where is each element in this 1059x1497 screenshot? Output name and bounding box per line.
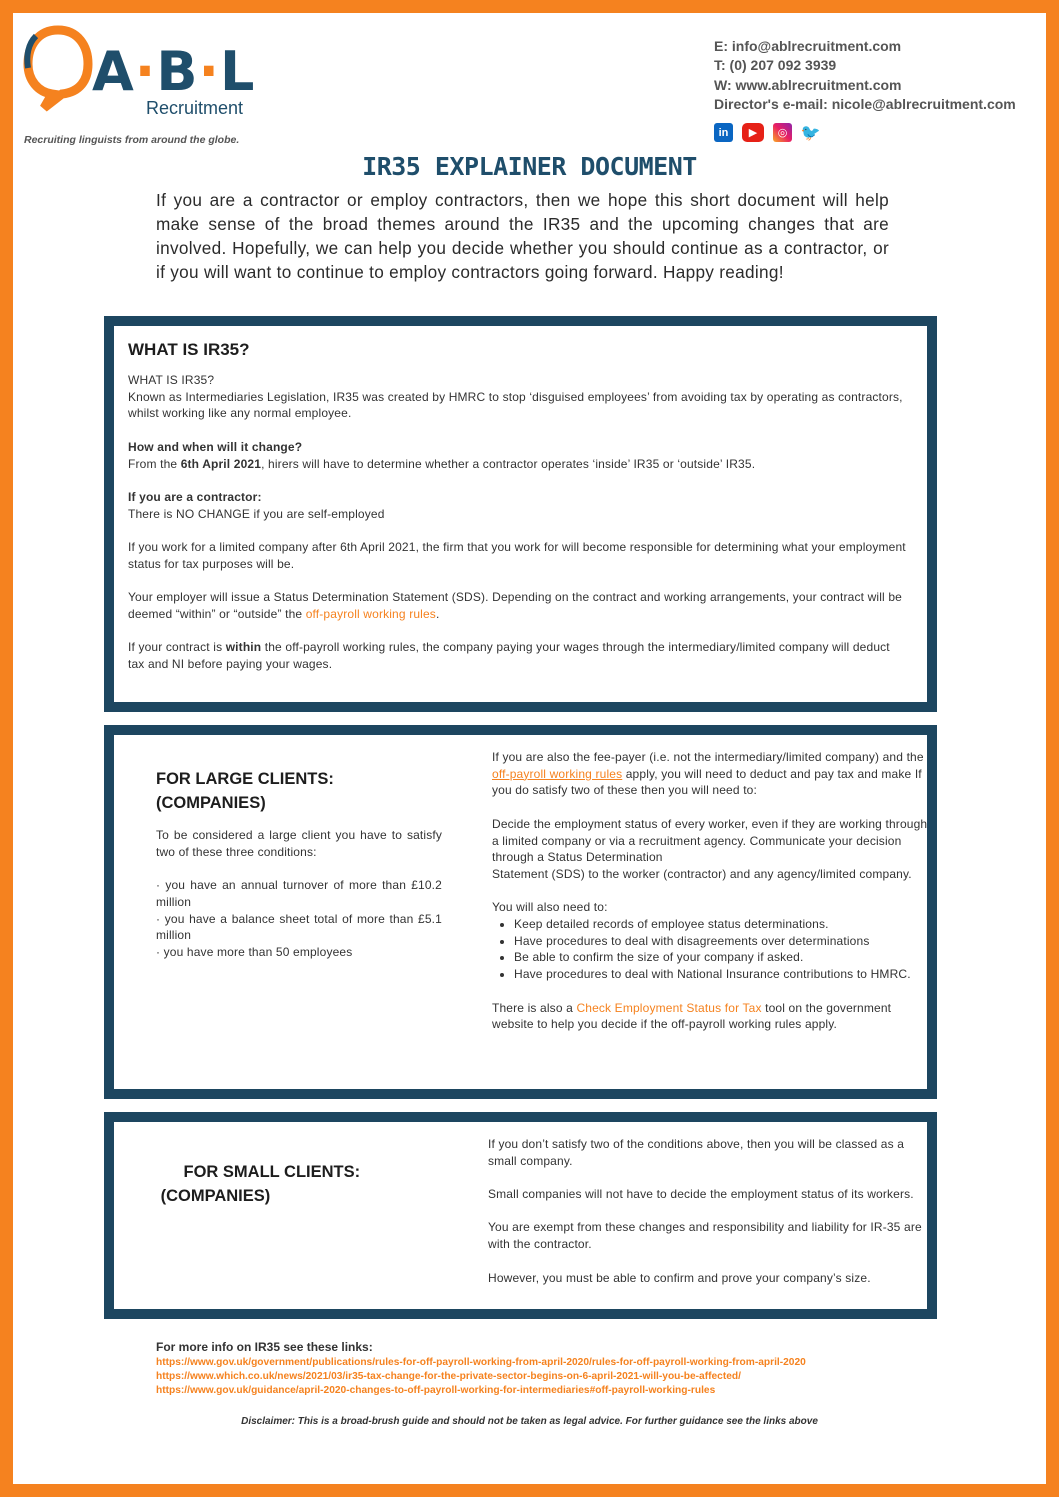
large-clients-right-column	[492, 749, 932, 1050]
contractor-paragraph: If you are a contractor: There is NO CHANGE if you are self-employed	[128, 489, 385, 521]
tagline: Recruiting linguists from around the globe.	[24, 134, 240, 146]
speech-bubble-logo-icon	[22, 24, 94, 114]
also-need-heading: You will also need to:	[492, 900, 608, 915]
small-clients-left-column	[156, 1136, 442, 1244]
condition-turnover: · you have an annual turnover of more than £10.2 million	[156, 878, 442, 909]
more-info-block	[156, 1340, 806, 1398]
small-clients-right-column	[488, 1136, 928, 1303]
sub-heading: WHAT IS IR35?	[128, 373, 215, 387]
sds-paragraph: Your employer will issue a Status Determination Statement (SDS). Depending on the contract and working arrangements, your contract will be deemed “within” or “outside” the off-payroll working rules.	[128, 590, 902, 621]
change-date: 6th April 2021	[180, 456, 262, 471]
list-item: • Be able to confirm the size of your company if asked.	[514, 949, 932, 966]
off-payroll-link[interactable]: off-payroll working rules	[492, 766, 623, 781]
large-intro: To be considered a large client you have to satisfy two of these three conditions:	[156, 828, 442, 859]
list-item: • Have procedures to deal with National Insurance contributions to HMRC.	[514, 966, 932, 983]
intro-paragraph: If you are a contractor or employ contractors, then we hope this short document will help make sense of the broad themes around the IR35 and the upcoming changes that are involved. Hopefully, we can help you decide whether you should continue as a contractor, or if you will want to continue to employ contractors going forward. Happy reading!	[156, 190, 889, 282]
contact-website[interactable]: W: www.ablrecruitment.com	[714, 76, 902, 93]
twitter-icon[interactable]: 🐦	[800, 124, 821, 142]
requirements-list	[492, 916, 932, 983]
check-employment-status-link[interactable]: Check Employment Status for Tax	[576, 1000, 762, 1015]
change-heading: How and when will it change?	[128, 439, 303, 454]
contractor-heading: If you are a contractor:	[128, 489, 262, 504]
logo-wordmark: A·B·L	[92, 40, 256, 103]
youtube-icon[interactable]: ▶	[742, 123, 764, 142]
definition-paragraph: Known as Intermediaries Legislation, IR35 was created by HMRC to stop ‘disguised employees’ from avoiding tax by operating as contractors, whilst working like any normal employee.	[128, 389, 903, 421]
contact-director-email[interactable]: Director's e-mail: nicole@ablrecruitment.com	[714, 95, 1016, 112]
more-info-heading: For more info on IR35 see these links:	[156, 1340, 373, 1354]
list-item: • Have procedures to deal with disagreements over determinations	[514, 933, 932, 950]
small-p3: You are exempt from these changes and responsibility and liability for IR-35 are with the contractor.	[488, 1220, 922, 1252]
document-title: IR35 EXPLAINER DOCUMENT	[362, 152, 697, 181]
contact-block	[714, 37, 1016, 114]
decide-status-paragraph: Decide the employment status of every worker, even if they are working through a limited company or via a recruitment agency. Communicate your decision through a Status Determination Statement (SDS) to the worker (contractor) and any agency/limited company.	[492, 816, 928, 881]
change-paragraph: How and when will it change? From the 6th April 2021, hirers will have to determine whether a contractor operates ‘inside’ IR35 or ‘outside’ IR35.	[128, 439, 756, 471]
large-clients-section	[104, 725, 937, 1099]
instagram-icon[interactable]: ◎	[773, 123, 792, 142]
contact-email[interactable]: E: info@ablrecruitment.com	[714, 38, 902, 54]
small-clients-heading: FOR SMALL CLIENTS: (COMPANIES)	[156, 1163, 361, 1205]
list-item: • Keep detailed records of employee status determinations.	[514, 916, 932, 933]
what-is-ir35-section	[104, 316, 937, 712]
large-clients-left-column	[156, 767, 442, 961]
abl-logo	[22, 24, 256, 124]
fee-payer-paragraph: If you are also the fee-payer (i.e. not the intermediary/limited company) and the off-payroll working rules apply, you will need to deduct and pay tax and make If you do satisfy two of these then you will need to:	[492, 750, 924, 798]
status-tool-paragraph: There is also a Check Employment Status for Tax tool on the government website to help you decide if the off-payroll working rules apply.	[492, 1000, 892, 1032]
limited-company-paragraph: If you work for a limited company after 6th April 2021, the firm that you work for will become responsible for determining what your employment status for tax purposes will be.	[128, 539, 906, 571]
small-clients-section	[104, 1112, 937, 1319]
social-links	[714, 123, 820, 142]
small-p1: If you don’t satisfy two of the conditions above, then you will be classed as a small company.	[488, 1137, 905, 1168]
linkedin-icon[interactable]: in	[714, 123, 733, 142]
condition-balance: · you have a balance sheet total of more than £5.1 million	[156, 911, 442, 943]
which-news-link[interactable]: https://www.which.co.uk/news/2021/03/ir35-tax-change-for-the-private-sector-begins-on-6-april-2021-will-you-be-affected/	[156, 1371, 741, 1382]
small-p2: Small companies will not have to decide the employment status of its workers.	[488, 1187, 914, 1202]
logo-subtitle: Recruitment	[146, 98, 244, 118]
section-heading: WHAT IS IR35?	[128, 340, 250, 359]
within-paragraph: If your contract is within the off-payroll working rules, the company paying your wages through the intermediary/limited company will deduct tax and NI before paying your wages.	[128, 640, 890, 671]
disclaimer: Disclaimer: This is a broad-brush guide and should not be taken as legal advice. For further guidance see the links above	[241, 1416, 818, 1427]
large-clients-heading: FOR LARGE CLIENTS: (COMPANIES)	[156, 770, 334, 812]
contact-phone: T: (0) 207 092 3939	[714, 57, 837, 74]
off-payroll-link[interactable]: off-payroll working rules	[305, 606, 436, 621]
gov-guidance-link[interactable]: https://www.gov.uk/guidance/april-2020-changes-to-off-payroll-working-for-intermediaries#off-payroll-working-rules	[156, 1385, 716, 1396]
gov-rules-link[interactable]: https://www.gov.uk/government/publications/rules-for-off-payroll-working-from-april-2020/rules-for-off-payroll-working-from-april-2020	[156, 1357, 806, 1368]
small-p4: However, you must be able to confirm and prove your company’s size.	[488, 1270, 871, 1285]
condition-employees: · you have more than 50 employees	[156, 944, 353, 959]
